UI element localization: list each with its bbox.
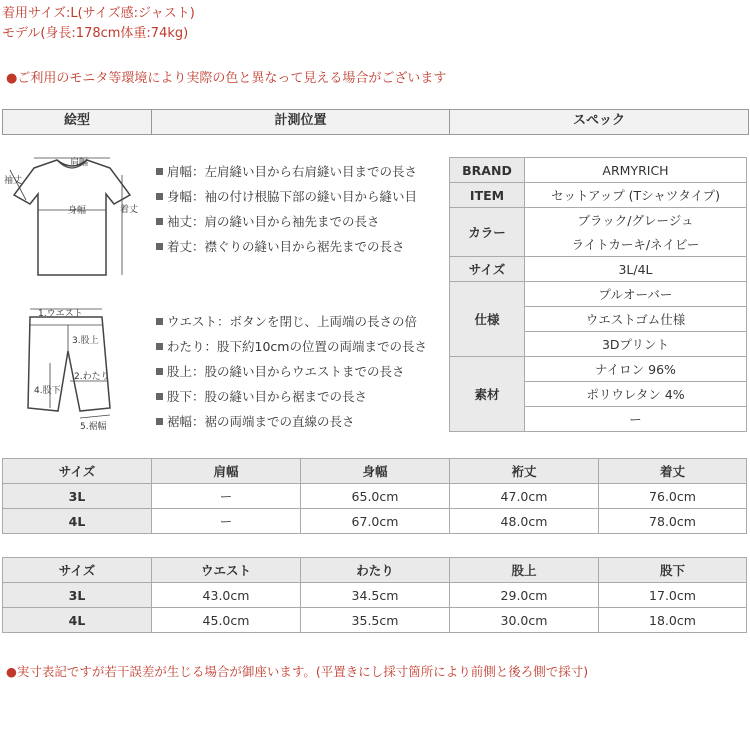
table-cell: 4L bbox=[3, 608, 152, 633]
shirt-measure-3: 袖丈：肩の縫い目から袖先までの長さ bbox=[156, 212, 380, 230]
spec-material-label: 素材 bbox=[450, 357, 525, 432]
pants-header-size: サイズ bbox=[3, 558, 152, 583]
spec-item: セットアップ (Tシャツタイプ) bbox=[525, 183, 747, 208]
pants-measure-2: わたり：股下約10cmの位置の両端までの長さ bbox=[156, 337, 427, 355]
spec-item-label: ITEM bbox=[450, 183, 525, 208]
pants-header-rise: 股上 bbox=[450, 558, 599, 583]
pants-measure-5: 裾幅：裾の両端までの直線の長さ bbox=[156, 412, 355, 430]
spec-spec-2: ウエストゴム仕様 bbox=[525, 307, 747, 332]
model-info-text: モデル(身長:178cm体重:74kg) bbox=[2, 26, 189, 41]
spec-spec-1: プルオーバー bbox=[525, 282, 747, 307]
spec-size-label: サイズ bbox=[450, 257, 525, 282]
pants-header-waist: ウエスト bbox=[152, 558, 301, 583]
table-cell: 3L bbox=[3, 484, 152, 509]
shirt-size-header-row bbox=[3, 459, 747, 484]
spec-material-2: ポリウレタン 4% bbox=[525, 382, 747, 407]
table-cell: 34.5cm bbox=[301, 583, 450, 608]
table-cell: 29.0cm bbox=[450, 583, 599, 608]
table-cell: 3L bbox=[3, 583, 152, 608]
header-position: 計測位置 bbox=[152, 110, 450, 134]
spec-material-1: ナイロン 96% bbox=[525, 357, 747, 382]
shirt-sleeve-label: 袖丈 bbox=[4, 176, 23, 186]
shirt-header-size: サイズ bbox=[3, 459, 152, 484]
shirt-size-table bbox=[2, 458, 747, 534]
table-cell: 43.0cm bbox=[152, 583, 301, 608]
table-row bbox=[3, 583, 747, 608]
footer-notice-text: ●実寸表記ですが若干誤差が生じる場合が御座います。(平置きにし採寸箇所により前側と後ろ側で採寸) bbox=[6, 664, 589, 679]
shirt-measure-1: 肩幅：左肩縫い目から右肩縫い目までの長さ bbox=[156, 162, 417, 180]
shirt-length-label: 着丈 bbox=[120, 205, 139, 215]
pants-size-header-row bbox=[3, 558, 747, 583]
pants-waist-label: 1.ウエスト bbox=[38, 309, 83, 319]
table-cell: 45.0cm bbox=[152, 608, 301, 633]
table-cell: ー bbox=[152, 509, 301, 534]
shirt-measure-4: 着丈：襟ぐりの縫い目から裾先までの長さ bbox=[156, 237, 405, 255]
table-cell: 48.0cm bbox=[450, 509, 599, 534]
table-cell: 18.0cm bbox=[599, 608, 747, 633]
shirt-header-body: 身幅 bbox=[301, 459, 450, 484]
spec-table bbox=[449, 157, 747, 432]
pants-measure-3: 股上：股の縫い目からウエストまでの長さ bbox=[156, 362, 405, 380]
pants-measure-4: 股下：股の縫い目から裾までの長さ bbox=[156, 387, 367, 405]
table-cell: 65.0cm bbox=[301, 484, 450, 509]
table-cell: 35.5cm bbox=[301, 608, 450, 633]
wearing-size-text: 着用サイズ:L(サイズ感:ジャスト) bbox=[2, 6, 195, 21]
spec-brand: ARMYRICH bbox=[525, 158, 747, 183]
table-cell: 17.0cm bbox=[599, 583, 747, 608]
table-cell: 67.0cm bbox=[301, 509, 450, 534]
section-header bbox=[2, 109, 749, 135]
pants-rise-label: 3.股上 bbox=[72, 336, 99, 346]
shirt-header-yuki: 裄丈 bbox=[450, 459, 599, 484]
table-cell: 4L bbox=[3, 509, 152, 534]
pants-header-inseam: 股下 bbox=[599, 558, 747, 583]
table-cell: ー bbox=[152, 484, 301, 509]
shirt-body-label: 身幅 bbox=[68, 206, 87, 216]
header-spec: スペック bbox=[572, 113, 625, 128]
header-pattern: 絵型 bbox=[3, 110, 152, 134]
spec-color-2: ライトカーキ/ネイビー bbox=[525, 232, 747, 257]
shirt-measure-2: 身幅：袖の付け根脇下部の縫い目から縫い目 bbox=[156, 187, 417, 205]
pants-header-thigh: わたり bbox=[301, 558, 450, 583]
table-row bbox=[3, 484, 747, 509]
shirt-header-shoulder: 肩幅 bbox=[152, 459, 301, 484]
pants-size-table bbox=[2, 557, 747, 633]
table-cell: 47.0cm bbox=[450, 484, 599, 509]
table-cell: 30.0cm bbox=[450, 608, 599, 633]
tshirt-diagram bbox=[2, 150, 142, 285]
color-notice-text: ●ご利用のモニタ等環境により実際の色と異なって見える場合がございます bbox=[6, 71, 447, 86]
pants-diagram bbox=[20, 303, 115, 433]
pants-inseam-label: 4.股下 bbox=[34, 386, 61, 396]
spec-brand-label: BRAND bbox=[450, 158, 525, 183]
pants-measure-1: ウエスト：ボタンを閉じ、上両端の長さの倍 bbox=[156, 312, 417, 330]
spec-color-label: カラー bbox=[450, 208, 525, 257]
spec-material-3: ー bbox=[525, 407, 747, 432]
table-row bbox=[3, 608, 747, 633]
spec-color-1: ブラック/グレージュ bbox=[525, 208, 747, 233]
shirt-header-length: 着丈 bbox=[599, 459, 747, 484]
pants-hem-label: 5.裾幅 bbox=[80, 422, 107, 432]
pants-thigh-label: 2.わたり bbox=[74, 372, 110, 382]
spec-spec-label: 仕様 bbox=[450, 282, 525, 357]
spec-spec-3: 3Dプリント bbox=[525, 332, 747, 357]
spec-size: 3L/4L bbox=[525, 257, 747, 282]
table-cell: 78.0cm bbox=[599, 509, 747, 534]
shirt-shoulder-label: 肩幅 bbox=[70, 158, 89, 168]
table-cell: 76.0cm bbox=[599, 484, 747, 509]
table-row bbox=[3, 509, 747, 534]
